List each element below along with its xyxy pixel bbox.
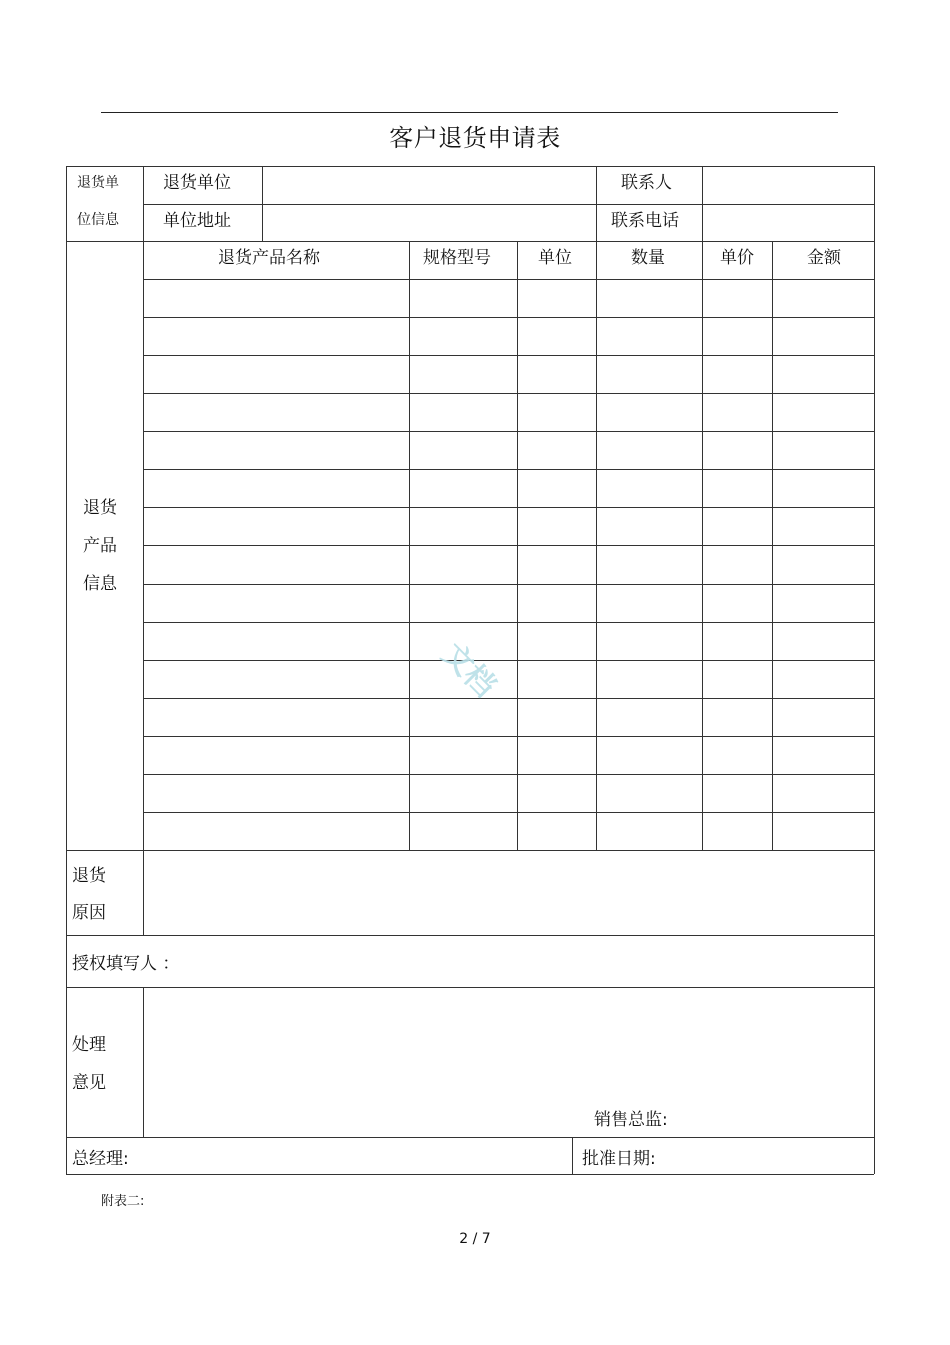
- contact-label-right: [702, 166, 703, 241]
- contact-person-label: 联系人: [621, 173, 672, 193]
- col-header-unit-price: 单价: [720, 248, 754, 268]
- reason-label-divider: [143, 850, 144, 935]
- approval-date-label: 批准日期:: [582, 1149, 656, 1169]
- product-row-line: [143, 507, 874, 508]
- col-header-unit: 单位: [538, 248, 572, 268]
- product-row-line: [143, 545, 874, 546]
- handling-top: [66, 987, 874, 988]
- frame-top: [66, 166, 874, 167]
- product-row-line: [143, 355, 874, 356]
- product-row-line: [143, 774, 874, 775]
- product-row-line: [143, 279, 874, 280]
- product-row-line: [143, 393, 874, 394]
- handling-label-2: 意见: [72, 1073, 106, 1093]
- appendix-note: 附表二:: [101, 1194, 145, 1209]
- contact-label-left: [596, 166, 597, 241]
- handling-label-1: 处理: [72, 1035, 106, 1055]
- general-manager-label: 总经理:: [72, 1149, 129, 1169]
- product-row-line: [143, 469, 874, 470]
- sales-director-label: 销售总监:: [594, 1110, 668, 1130]
- product-row-line: [143, 812, 874, 813]
- signature-divider: [572, 1137, 573, 1174]
- contact-phone-label: 联系电话: [611, 211, 679, 231]
- label-column-divider: [143, 166, 144, 850]
- reason-top: [66, 850, 874, 851]
- reason-label-1: 退货: [72, 866, 106, 886]
- product-row-line: [143, 584, 874, 585]
- product-row-line: [143, 698, 874, 699]
- unit-address-label: 单位地址: [163, 211, 231, 231]
- page-indicator: 2 / 7: [459, 1231, 491, 1247]
- product-row-line: [143, 431, 874, 432]
- product-section-label-2: 产品: [83, 536, 117, 556]
- returner-label-divider: [262, 166, 263, 241]
- product-row-line: [143, 736, 874, 737]
- col-header-product-name: 退货产品名称: [218, 248, 320, 268]
- product-row-line: [143, 622, 874, 623]
- frame-right: [874, 166, 875, 1174]
- frame-bottom: [66, 1174, 874, 1175]
- signature-top: [66, 1137, 874, 1138]
- returner-row-divider: [143, 204, 874, 205]
- authorized-filler-label: 授权填写人 ：: [72, 954, 180, 974]
- col-header-amount: 金额: [807, 248, 841, 268]
- return-unit-label: 退货单位: [163, 173, 231, 193]
- watermark-stamp: 文档: [434, 636, 503, 705]
- returner-section-label-1: 退货单: [77, 175, 119, 191]
- product-section-label-1: 退货: [83, 498, 117, 518]
- col-header-spec: 规格型号: [423, 248, 491, 268]
- frame-left: [66, 166, 67, 1174]
- handling-label-divider: [143, 987, 144, 1137]
- returner-section-label-2: 位信息: [77, 212, 119, 228]
- authorized-top: [66, 935, 874, 936]
- returner-section-bottom: [66, 241, 874, 242]
- product-row-line: [143, 317, 874, 318]
- reason-label-2: 原因: [72, 903, 106, 923]
- product-section-label-3: 信息: [83, 574, 117, 594]
- col-header-quantity: 数量: [631, 248, 665, 268]
- form-title: 客户退货申请表: [389, 124, 561, 152]
